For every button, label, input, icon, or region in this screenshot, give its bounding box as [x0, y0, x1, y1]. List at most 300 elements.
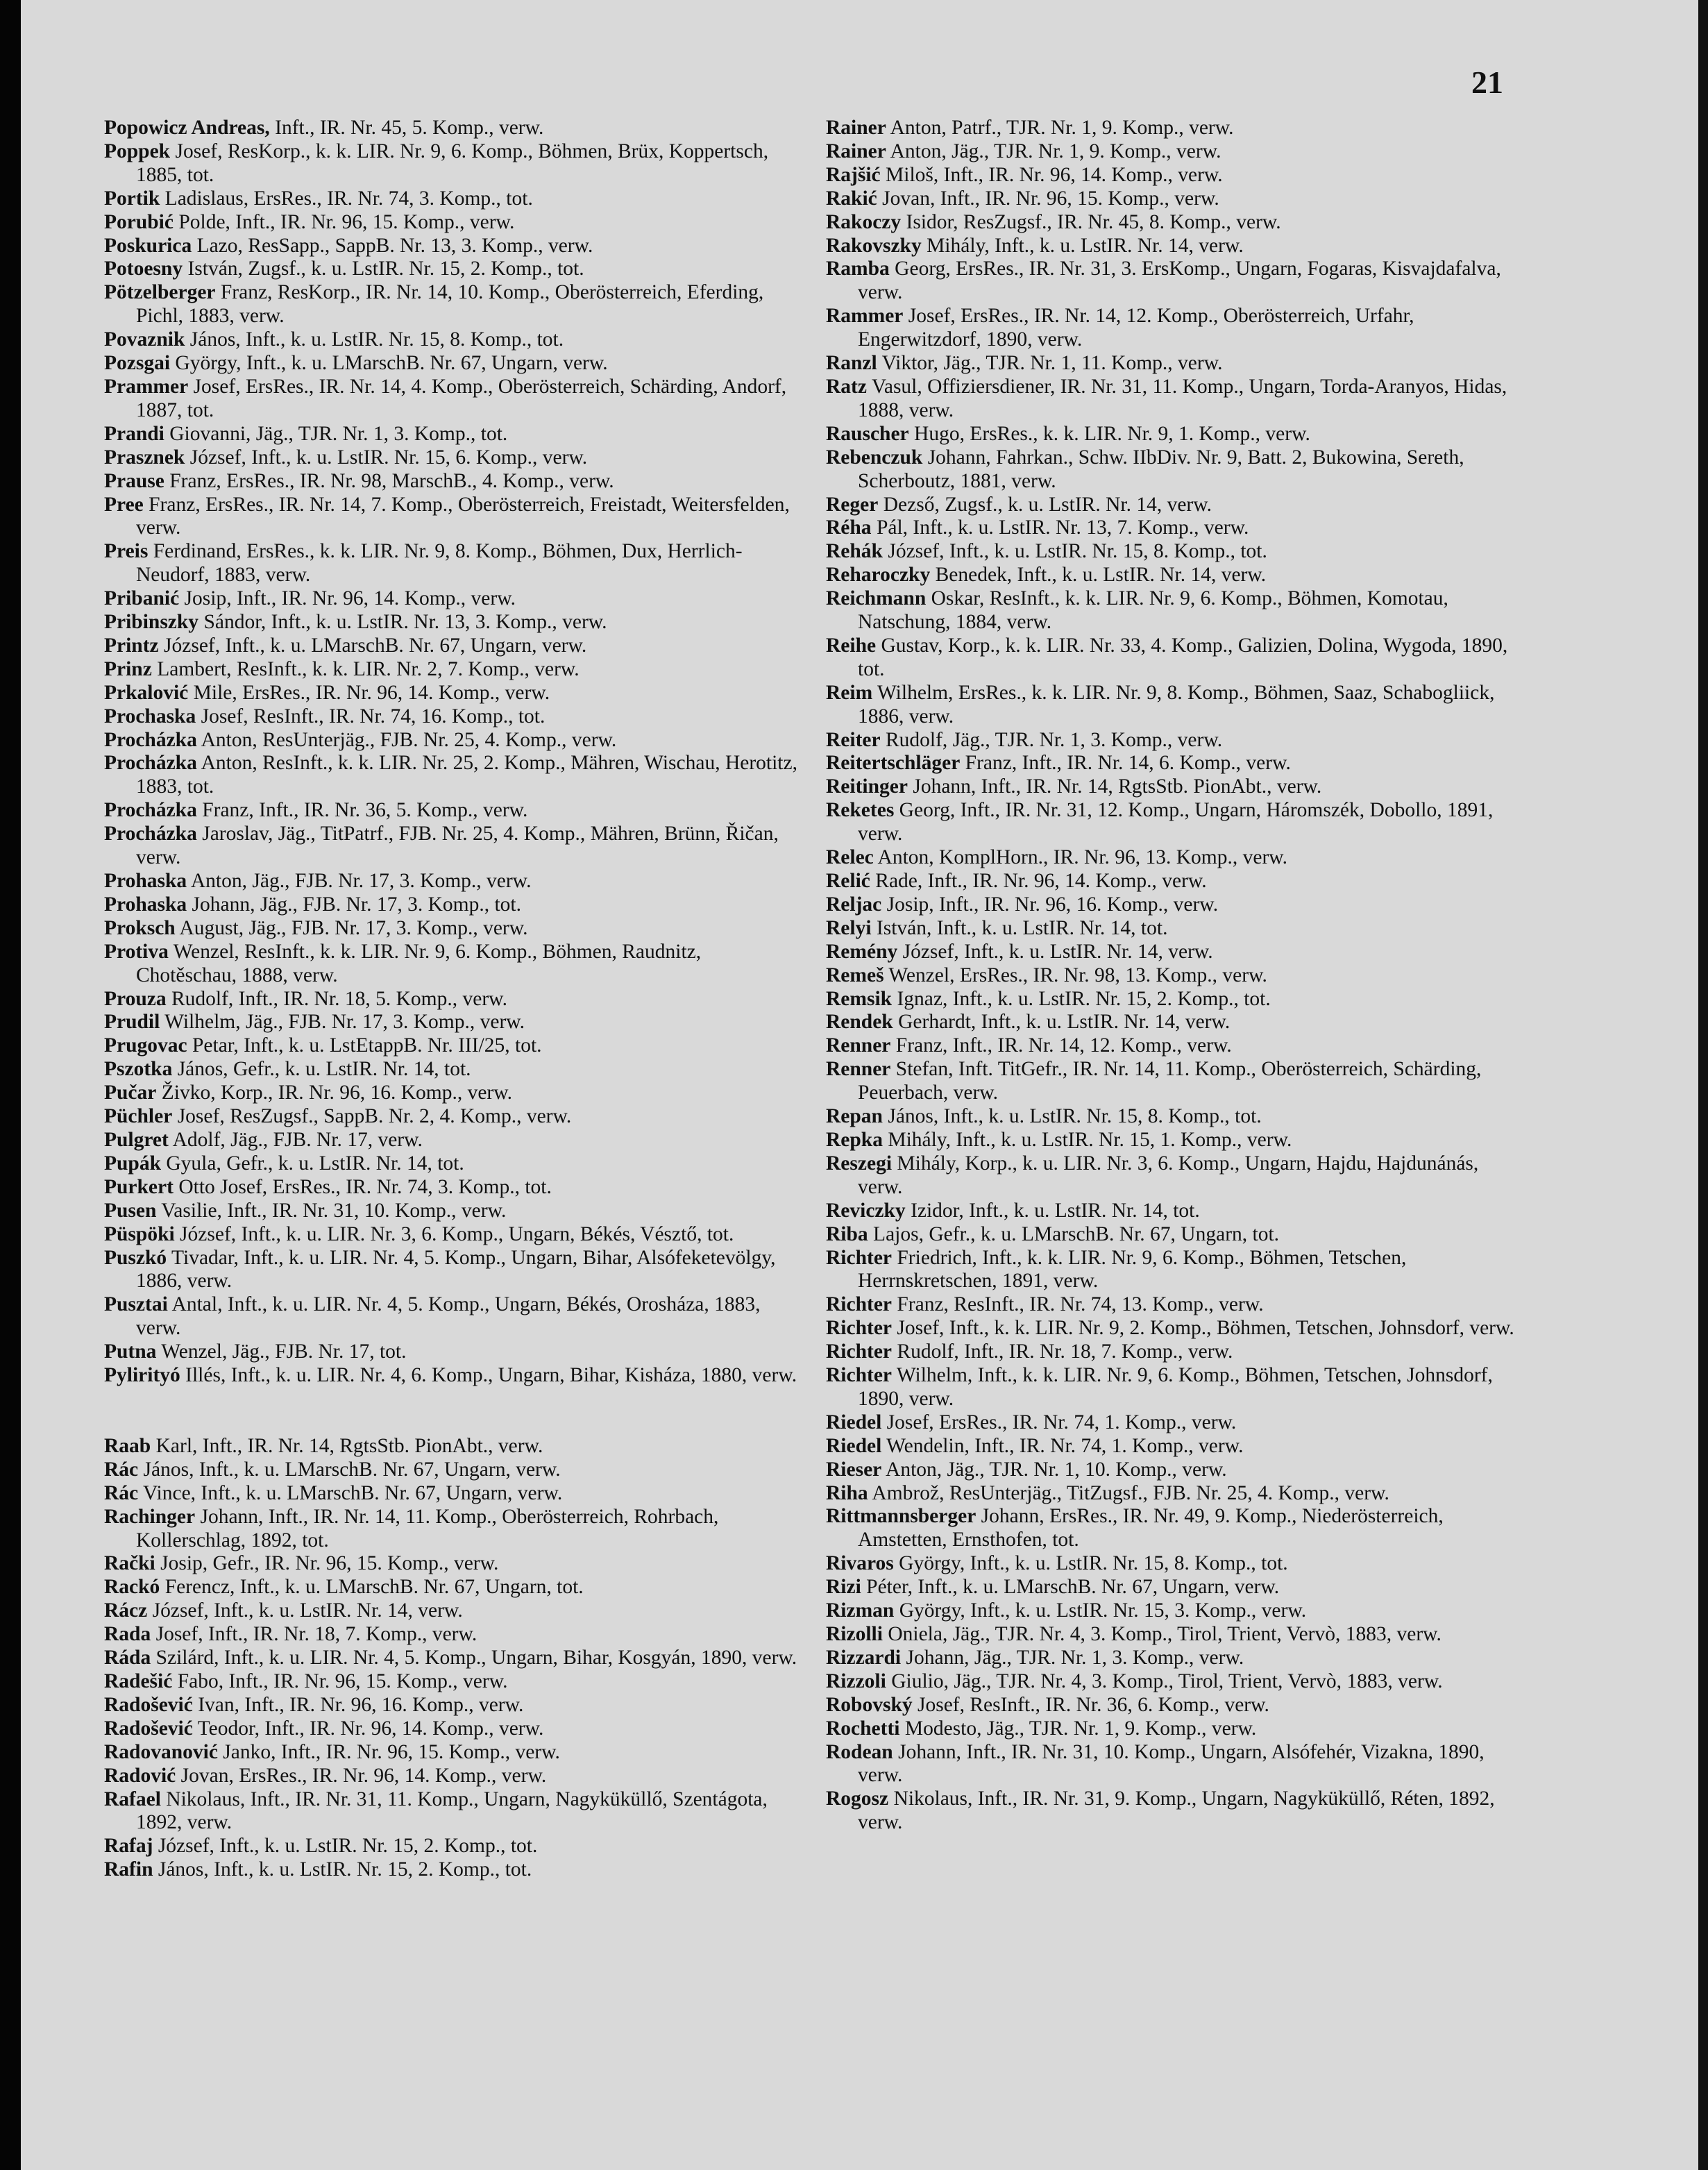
casualty-entry: [104, 1247, 805, 1294]
casualty-entry: [826, 1458, 1520, 1482]
entry-details: Nikolaus, Inft., IR. Nr. 31, 11. Komp., Ungarn, Nagyküküllő, Szentágota, 1892, verw.: [136, 1788, 768, 1834]
casualty-entry: [826, 1670, 1520, 1694]
entry-surname: Pree: [104, 493, 144, 516]
entry-surname: Rizolli: [826, 1623, 883, 1645]
entry-surname: Proksch: [104, 916, 176, 939]
scan-right-border: [1698, 0, 1708, 2170]
casualty-entry: [826, 164, 1520, 187]
entry-surname: Richter: [826, 1246, 893, 1269]
entry-details: Péter, Inft., k. u. LMarschB. Nr. 67, Ungarn, verw.: [861, 1576, 1280, 1599]
entry-details: Georg, ErsRes., IR. Nr. 31, 3. ErsKomp., Ungarn, Fogaras, Kisvajdafalva, verw.: [858, 258, 1501, 304]
casualty-entry: [826, 1435, 1520, 1458]
entry-surname: Richter: [826, 1317, 893, 1340]
entry-surname: Reitinger: [826, 775, 908, 798]
entry-surname: Rodean: [826, 1740, 893, 1763]
entry-details: Franz, Inft., IR. Nr. 14, 6. Komp., verw.: [960, 752, 1291, 775]
entry-surname: Pylirityó: [104, 1364, 180, 1387]
entry-details: Josip, Inft., IR. Nr. 96, 14. Komp., verw.: [179, 587, 516, 610]
entry-surname: Procházka: [104, 728, 197, 751]
entry-surname: Rochetti: [826, 1717, 900, 1740]
entry-surname: Remsik: [826, 987, 893, 1010]
casualty-entry: [826, 1552, 1520, 1576]
entry-details: Wilhelm, Inft., k. k. LIR. Nr. 9, 6. Komp., Böhmen, Tetschen, Johnsdorf, 1890, verw.: [858, 1364, 1493, 1410]
entry-details: Inft., IR. Nr. 45, 5. Komp., verw.: [269, 117, 544, 139]
entry-surname: Ranzl: [826, 352, 877, 375]
entry-details: Teodor, Inft., IR. Nr. 96, 14. Komp., verw.: [192, 1717, 544, 1740]
entry-details: Polde, Inft., IR. Nr. 96, 15. Komp., verw.: [173, 210, 515, 233]
entry-details: Giulio, Jäg., TJR. Nr. 4, 3. Komp., Tirol, Trient, Vervò, 1883, verw.: [886, 1669, 1443, 1692]
casualty-entry: [104, 1129, 805, 1152]
casualty-entry: [104, 752, 805, 799]
casualty-entry: [104, 1741, 805, 1765]
casualty-entry: [104, 1552, 805, 1576]
entry-surname: Richter: [826, 1364, 893, 1387]
entry-details: Isidor, ResZugsf., IR. Nr. 45, 8. Komp., verw.: [901, 210, 1281, 233]
entry-details: Jovan, ErsRes., IR. Nr. 96, 14. Komp., verw.: [176, 1764, 547, 1787]
casualty-entry: [104, 1788, 805, 1835]
entry-details: Lambert, ResInft., k. k. LIR. Nr. 2, 7. Komp., verw.: [151, 657, 580, 680]
entry-surname: Riba: [826, 1222, 868, 1245]
entry-details: Vince, Inft., k. u. LMarschB. Nr. 67, Ungarn, verw.: [138, 1481, 563, 1504]
entry-surname: Repka: [826, 1128, 883, 1151]
entry-details: József, Inft., k. u. LstIR. Nr. 14, verw.: [897, 940, 1213, 963]
entry-details: Franz, ResInft., IR. Nr. 74, 13. Komp., verw.: [892, 1293, 1264, 1316]
casualty-entry: [104, 1034, 805, 1058]
entry-details: Franz, Inft., IR. Nr. 36, 5. Komp., verw.: [196, 799, 528, 822]
casualty-entry: [826, 564, 1520, 587]
casualty-entry: [826, 117, 1520, 140]
entry-surname: Rafaj: [104, 1835, 153, 1858]
casualty-entry: [826, 1788, 1520, 1835]
entry-surname: Printz: [104, 634, 159, 657]
casualty-entry: [104, 328, 805, 352]
entry-surname: Ramba: [826, 258, 890, 280]
entry-surname: Rizman: [826, 1599, 895, 1622]
entry-surname: Pupák: [104, 1152, 161, 1175]
entry-details: Lazo, ResSapp., SappB. Nr. 13, 3. Komp., verw.: [192, 234, 593, 257]
casualty-entry: [826, 1482, 1520, 1506]
casualty-entry: [104, 1647, 805, 1670]
casualty-entry: [826, 305, 1520, 352]
entry-details: Jovan, Inft., IR. Nr. 96, 15. Komp., verw.: [877, 187, 1219, 210]
entry-details: Ambrož, ResUnterjäg., TitZugsf., FJB. Nr. 25, 4. Komp., verw.: [868, 1481, 1389, 1504]
casualty-entry: [826, 1058, 1520, 1105]
casualty-entry: [104, 1223, 805, 1247]
entry-surname: Pozsgai: [104, 352, 171, 375]
entry-surname: Ráda: [104, 1647, 151, 1669]
casualty-entry: [826, 446, 1520, 494]
entry-surname: Rebenczuk: [826, 446, 923, 469]
casualty-entry: [826, 988, 1520, 1011]
casualty-entry: [826, 187, 1520, 211]
entry-details: Rudolf, Inft., IR. Nr. 18, 5. Komp., verw.: [166, 987, 507, 1010]
entry-surname: Protiva: [104, 940, 169, 963]
entry-surname: Reiter: [826, 728, 881, 751]
entry-details: Gyula, Gefr., k. u. LstIR. Nr. 14, tot.: [161, 1152, 464, 1175]
entry-details: Gustav, Korp., k. k. LIR. Nr. 33, 4. Komp., Galizien, Dolina, Wygoda, 1890, tot.: [858, 634, 1508, 680]
entry-details: Szilárd, Inft., k. u. LIR. Nr. 4, 5. Komp., Ungarn, Bihar, Kosgyán, 1890, verw.: [151, 1647, 797, 1669]
entry-details: Josef, ResInft., IR. Nr. 36, 6. Komp., verw.: [912, 1693, 1269, 1716]
entry-details: Lajos, Gefr., k. u. LMarschB. Nr. 67, Ungarn, tot.: [868, 1222, 1280, 1245]
entry-details: József, Inft., k. u. LMarschB. Nr. 67, Ungarn, verw.: [158, 634, 587, 657]
casualty-entry: [826, 1576, 1520, 1599]
casualty-entry: [104, 870, 805, 893]
casualty-entry: [826, 516, 1520, 540]
entry-surname: Rivaros: [826, 1552, 894, 1575]
entry-surname: Reketes: [826, 799, 895, 822]
entry-details: Nikolaus, Inft., IR. Nr. 31, 9. Komp., Ungarn, Nagyküküllő, Réten, 1892, verw.: [858, 1788, 1495, 1834]
entry-details: Ignaz, Inft., k. u. LstIR. Nr. 15, 2. Komp., tot.: [892, 987, 1271, 1010]
entry-details: Mihály, Inft., k. u. LstIR. Nr. 15, 1. Komp., verw.: [882, 1128, 1292, 1151]
entry-details: Gerhardt, Inft., k. u. LstIR. Nr. 14, verw.: [893, 1011, 1231, 1034]
entry-surname: Prause: [104, 469, 164, 492]
entry-details: Anton, Jäg., FJB. Nr. 17, 3. Komp., verw.: [187, 870, 532, 892]
entry-details: Rudolf, Jäg., TJR. Nr. 1, 3. Komp., verw.: [880, 728, 1223, 751]
entry-details: József, Inft., k. u. LIR. Nr. 3, 6. Komp., Ungarn, Békés, Vésztő, tot.: [174, 1222, 734, 1245]
entry-details: Anton, ResInft., k. k. LIR. Nr. 25, 2. Komp., Mähren, Wischau, Herotitz, 1883, tot.: [136, 752, 797, 798]
casualty-entry: [826, 1105, 1520, 1129]
casualty-entry: [826, 140, 1520, 164]
entry-details: Giovanni, Jäg., TJR. Nr. 1, 3. Komp., tot.: [164, 422, 508, 445]
casualty-entry: [104, 1176, 805, 1200]
entry-surname: Reim: [826, 681, 873, 704]
casualty-entry: [826, 258, 1520, 305]
entry-details: Mile, ErsRes., IR. Nr. 96, 14. Komp., verw.: [188, 681, 550, 704]
entry-details: Mihály, Korp., k. u. LIR. Nr. 3, 6. Komp., Ungarn, Hajdu, Hajdunánás, verw.: [858, 1152, 1479, 1198]
casualty-entry: [826, 775, 1520, 799]
entry-surname: Prochaska: [104, 705, 196, 727]
casualty-entry: [104, 1835, 805, 1858]
casualty-entry: [104, 634, 805, 658]
entry-details: György, Inft., k. u. LstIR. Nr. 15, 3. Komp., verw.: [894, 1599, 1307, 1622]
casualty-entry: [826, 587, 1520, 634]
entry-details: Dezső, Zugsf., k. u. LstIR. Nr. 14, verw.: [878, 493, 1212, 516]
entry-details: Johann, Inft., IR. Nr. 31, 10. Komp., Ungarn, Alsófehér, Vizakna, 1890, verw.: [858, 1740, 1485, 1787]
entry-surname: Renner: [826, 1058, 891, 1081]
casualty-entry: [826, 376, 1520, 423]
casualty-entry: [826, 964, 1520, 988]
entry-surname: Prudil: [104, 1011, 160, 1034]
casualty-entry: [104, 446, 805, 470]
entry-surname: Riedel: [826, 1411, 882, 1433]
page-number: 21: [1471, 65, 1503, 100]
entry-surname: Porubić: [104, 210, 174, 233]
entry-surname: Rafael: [104, 1788, 161, 1810]
casualty-entry: [826, 235, 1520, 258]
entry-details: Karl, Inft., IR. Nr. 14, RgtsStb. PionAbt., verw.: [151, 1434, 543, 1457]
casualty-entry: [104, 1717, 805, 1741]
entry-details: Modesto, Jäg., TJR. Nr. 1, 9. Komp., verw.: [899, 1717, 1257, 1740]
entry-details: Benedek, Inft., k. u. LstIR. Nr. 14, verw.: [930, 564, 1267, 587]
entry-details: Franz, ResKorp., IR. Nr. 14, 10. Komp., Oberösterreich, Eferding, Pichl, 1883, verw.: [136, 281, 764, 328]
casualty-entry: [826, 941, 1520, 964]
casualty-entry: [826, 540, 1520, 564]
casualty-entry: [826, 352, 1520, 376]
casualty-entry: [104, 823, 805, 870]
entry-surname: Prkalović: [104, 681, 189, 704]
entry-details: Ferencz, Inft., k. u. LMarschB. Nr. 67, Ungarn, tot.: [160, 1576, 584, 1599]
entry-surname: Rácz: [104, 1599, 148, 1622]
casualty-entry: [104, 187, 805, 211]
entry-surname: Purkert: [104, 1175, 174, 1198]
entry-details: Johann, Inft., IR. Nr. 14, RgtsStb. PionAbt., verw.: [907, 775, 1322, 798]
casualty-entry: [826, 1223, 1520, 1247]
entry-surname: Pulgret: [104, 1128, 169, 1151]
entry-details: Pál, Inft., k. u. LstIR. Nr. 13, 7. Komp., verw.: [871, 516, 1249, 539]
entry-details: Viktor, Jäg., TJR. Nr. 1, 11. Komp., verw.: [877, 352, 1223, 375]
left-column: [104, 117, 805, 1882]
entry-surname: Prouza: [104, 987, 167, 1010]
casualty-entry: [826, 1340, 1520, 1364]
entry-surname: Rakić: [826, 187, 877, 210]
entry-surname: Rajšić: [826, 163, 881, 186]
casualty-entry: [826, 1152, 1520, 1200]
entry-details: István, Inft., k. u. LstIR. Nr. 14, tot.: [871, 916, 1168, 939]
entry-details: August, Jäg., FJB. Nr. 17, 3. Komp., verw.: [175, 916, 528, 939]
entry-details: Johann, Inft., IR. Nr. 14, 11. Komp., Oberösterreich, Rohrbach, Kollerschlag, 1892, tot.: [136, 1505, 719, 1551]
entry-details: Josip, Inft., IR. Nr. 96, 16. Komp., verw.: [881, 893, 1219, 916]
entry-surname: Pučar: [104, 1082, 157, 1104]
entry-details: Janko, Inft., IR. Nr. 96, 15. Komp., verw.: [217, 1740, 560, 1763]
scan-left-border: [0, 0, 21, 2170]
entry-details: Vasul, Offiziersdiener, IR. Nr. 31, 11. Komp., Ungarn, Torda-Aranyos, Hidas, 1888, verw.: [858, 375, 1507, 421]
entry-surname: Radošević: [104, 1693, 193, 1716]
entry-surname: Rada: [104, 1623, 151, 1646]
entry-details: Josef, ErsRes., IR. Nr. 14, 4. Komp., Oberösterreich, Schärding, Andorf, 1887, tot.: [136, 375, 787, 421]
entry-surname: Radešić: [104, 1670, 173, 1692]
casualty-entry: [104, 540, 805, 587]
casualty-entry: [826, 1647, 1520, 1670]
entry-details: József, Inft., k. u. LstIR. Nr. 15, 8. Komp., tot.: [882, 540, 1267, 563]
entry-surname: Rachinger: [104, 1505, 196, 1528]
entry-details: Josef, Inft., k. k. LIR. Nr. 9, 2. Komp., Böhmen, Tetschen, Johnsdorf, verw.: [892, 1317, 1514, 1340]
right-column: [826, 117, 1520, 1835]
casualty-entry: [826, 1293, 1520, 1317]
entry-details: János, Gefr., k. u. LstIR. Nr. 14, tot.: [172, 1058, 471, 1081]
entry-details: Friedrich, Inft., k. k. LIR. Nr. 9, 6. Komp., Böhmen, Tetschen, Herrnskretschen, 1891, verw.: [858, 1246, 1407, 1293]
casualty-entry: [104, 682, 805, 705]
entry-details: Anton, Patrf., TJR. Nr. 1, 9. Komp., verw.: [886, 117, 1234, 139]
entry-surname: Püspöki: [104, 1222, 175, 1245]
entry-surname: Prammer: [104, 375, 189, 398]
entry-details: János, Inft., k. u. LstIR. Nr. 15, 2. Komp., tot.: [153, 1858, 532, 1881]
casualty-entry: [826, 1599, 1520, 1623]
entry-details: József, Inft., k. u. LstIR. Nr. 14, verw.: [147, 1599, 463, 1622]
casualty-entry: [104, 494, 805, 541]
casualty-entry: [826, 752, 1520, 775]
entry-details: Anton, KomplHorn., IR. Nr. 96, 13. Komp., verw.: [873, 846, 1288, 869]
entry-details: Ladislaus, ErsRes., IR. Nr. 74, 3. Komp., tot.: [160, 187, 533, 210]
entry-surname: Rakovszky: [826, 234, 922, 257]
casualty-entry: [104, 258, 805, 281]
entry-surname: Rački: [104, 1552, 155, 1575]
casualty-entry: [104, 235, 805, 258]
entry-surname: Radošević: [104, 1717, 193, 1740]
casualty-entry: [826, 893, 1520, 917]
casualty-entry: [104, 1506, 805, 1553]
entry-details: Miloš, Inft., IR. Nr. 96, 14. Komp., verw.: [880, 163, 1223, 186]
entry-surname: Rác: [104, 1458, 139, 1481]
casualty-entry: [104, 1200, 805, 1223]
entry-surname: Reszegi: [826, 1152, 893, 1175]
entry-details: Petar, Inft., k. u. LstEtappB. Nr. III/25, tot.: [187, 1034, 542, 1057]
entry-surname: Prohaska: [104, 893, 187, 916]
casualty-entry: [826, 1411, 1520, 1435]
casualty-entry: [104, 587, 805, 611]
entry-details: Anton, ResUnterjäg., FJB. Nr. 25, 4. Komp., verw.: [196, 728, 617, 751]
entry-surname: Pusztai: [104, 1293, 168, 1316]
entry-details: Josef, ResZugsf., SappB. Nr. 2, 4. Komp., verw.: [172, 1105, 572, 1128]
casualty-entry: [826, 799, 1520, 846]
entry-details: Josef, ErsRes., IR. Nr. 14, 12. Komp., Oberösterreich, Urfahr, Engerwitzdorf, 1890, verw.: [858, 305, 1414, 351]
entry-surname: Rác: [104, 1481, 139, 1504]
entry-details: Rudolf, Inft., IR. Nr. 18, 7. Komp., verw.: [892, 1340, 1233, 1363]
casualty-entry: [104, 1152, 805, 1176]
entry-details: György, Inft., k. u. LstIR. Nr. 15, 8. Komp., tot.: [893, 1552, 1288, 1575]
casualty-entry: [104, 611, 805, 634]
entry-details: Josef, Inft., IR. Nr. 18, 7. Komp., verw.: [151, 1623, 477, 1646]
entry-details: Wendelin, Inft., IR. Nr. 74, 1. Komp., verw.: [881, 1434, 1244, 1457]
entry-surname: Pusen: [104, 1199, 157, 1222]
entry-details: János, Inft., k. u. LstIR. Nr. 15, 8. Komp., tot.: [882, 1105, 1262, 1128]
casualty-entry: [104, 376, 805, 423]
entry-surname: Ratz: [826, 375, 867, 398]
entry-details: György, Inft., k. u. LMarschB. Nr. 67, Ungarn, verw.: [170, 352, 608, 375]
entry-details: Fabo, Inft., IR. Nr. 96, 15. Komp., verw.: [172, 1670, 508, 1692]
casualty-entry: [826, 1741, 1520, 1788]
entry-details: Antal, Inft., k. u. LIR. Nr. 4, 5. Komp., Ungarn, Békés, Orosháza, 1883, verw.: [136, 1293, 761, 1340]
entry-surname: Robovský: [826, 1693, 913, 1716]
entry-details: Georg, Inft., IR. Nr. 31, 12. Komp., Ungarn, Háromszék, Dobollo, 1891, verw.: [858, 799, 1494, 846]
entry-surname: Rittmannsberger: [826, 1505, 976, 1528]
casualty-entry: [826, 1200, 1520, 1223]
casualty-entry: [826, 1011, 1520, 1034]
entry-surname: Püchler: [104, 1105, 173, 1128]
casualty-entry: [104, 799, 805, 823]
casualty-entry: [104, 1858, 805, 1882]
entry-surname: Prinz: [104, 657, 152, 680]
entry-surname: Puszkó: [104, 1246, 167, 1269]
casualty-entry: [104, 281, 805, 328]
casualty-entry: [104, 729, 805, 752]
casualty-entry: [104, 1364, 805, 1388]
entry-surname: Riedel: [826, 1434, 882, 1457]
entry-details: József, Inft., k. u. LstIR. Nr. 15, 6. Komp., verw.: [185, 446, 588, 469]
entry-surname: Radović: [104, 1764, 176, 1787]
entry-surname: Popowicz Andreas,: [104, 117, 270, 139]
entry-details: Johann, Jäg., TJR. Nr. 1, 3. Komp., verw.: [901, 1646, 1244, 1669]
entry-surname: Reichmann: [826, 587, 927, 610]
entry-surname: Putna: [104, 1340, 157, 1363]
entry-surname: Procházka: [104, 752, 197, 775]
entry-surname: Prasznek: [104, 446, 185, 469]
entry-details: Adolf, Jäg., FJB. Nr. 17, verw.: [168, 1128, 423, 1151]
entry-details: Johann, ErsRes., IR. Nr. 49, 9. Komp., Niederösterreich, Amstetten, Ernsthofen, tot.: [858, 1505, 1444, 1551]
section-gap: [104, 1388, 805, 1435]
entry-surname: Reihe: [826, 634, 877, 657]
entry-surname: Renner: [826, 1034, 891, 1057]
entry-details: Wenzel, ErsRes., IR. Nr. 98, 13. Komp., verw.: [883, 964, 1267, 986]
casualty-entry: [104, 941, 805, 988]
casualty-entry: [826, 1129, 1520, 1152]
entry-details: Stefan, Inft. TitGefr., IR. Nr. 14, 11. Komp., Oberösterreich, Schärding, Peuerbach, verw.: [858, 1058, 1482, 1104]
entry-surname: Rizzardi: [826, 1646, 902, 1669]
entry-surname: Reljac: [826, 893, 882, 916]
casualty-entry: [826, 1623, 1520, 1647]
entry-surname: Prandi: [104, 422, 164, 445]
entry-details: Franz, ErsRes., IR. Nr. 98, MarschB., 4. Komp., verw.: [164, 469, 614, 492]
casualty-entry: [826, 494, 1520, 517]
entry-details: Franz, Inft., IR. Nr. 14, 12. Komp., verw.: [890, 1034, 1232, 1057]
casualty-entry: [104, 140, 805, 187]
entry-details: Otto Josef, ErsRes., IR. Nr. 74, 3. Komp., tot.: [173, 1175, 552, 1198]
entry-details: Josef, ErsRes., IR. Nr. 74, 1. Komp., verw.: [881, 1411, 1237, 1433]
casualty-entry: [826, 1247, 1520, 1294]
entry-surname: Preis: [104, 540, 149, 563]
casualty-entry: [104, 1458, 805, 1482]
entry-surname: Riha: [826, 1481, 868, 1504]
entry-details: Vasilie, Inft., IR. Nr. 31, 10. Komp., verw.: [156, 1199, 507, 1222]
casualty-entry: [826, 729, 1520, 752]
entry-details: Izidor, Inft., k. u. LstIR. Nr. 14, tot.: [905, 1199, 1200, 1222]
casualty-entry: [104, 423, 805, 446]
entry-surname: Pribanić: [104, 587, 180, 610]
casualty-entry: [104, 352, 805, 376]
entry-details: Rade, Inft., IR. Nr. 96, 14. Komp., verw.: [870, 870, 1207, 892]
casualty-entry: [104, 1482, 805, 1506]
entry-details: Franz, ErsRes., IR. Nr. 14, 7. Komp., Oberösterreich, Freistadt, Weitersfelden, verw.: [136, 493, 790, 539]
entry-surname: Reitertschläger: [826, 752, 961, 775]
casualty-entry: [826, 1364, 1520, 1411]
casualty-entry: [826, 1694, 1520, 1717]
entry-surname: Relec: [826, 846, 874, 869]
casualty-entry: [826, 682, 1520, 729]
casualty-entry: [826, 1317, 1520, 1340]
entry-surname: Rafin: [104, 1858, 153, 1881]
casualty-entry: [104, 1435, 805, 1458]
casualty-entry: [104, 1599, 805, 1623]
entry-details: Josip, Gefr., IR. Nr. 96, 15. Komp., verw.: [155, 1552, 499, 1575]
entry-surname: Procházka: [104, 799, 197, 822]
entry-details: Anton, Jäg., TJR. Nr. 1, 9. Komp., verw.: [886, 140, 1221, 162]
casualty-entry: [104, 1576, 805, 1599]
casualty-entry: [104, 1340, 805, 1364]
casualty-entry: [826, 634, 1520, 682]
entry-surname: Procházka: [104, 823, 197, 846]
casualty-entry: [826, 870, 1520, 893]
casualty-entry: [104, 917, 805, 941]
entry-details: János, Inft., k. u. LMarschB. Nr. 67, Ungarn, verw.: [138, 1458, 561, 1481]
casualty-entry: [826, 211, 1520, 235]
entry-surname: Rammer: [826, 305, 904, 328]
entry-details: Živko, Korp., IR. Nr. 96, 16. Komp., verw.: [156, 1082, 513, 1104]
entry-details: Wenzel, ResInft., k. k. LIR. Nr. 9, 6. Komp., Böhmen, Raudnitz, Chotěschau, 1888, verw.: [136, 940, 702, 986]
entry-surname: Reviczky: [826, 1199, 906, 1222]
casualty-entry: [104, 1694, 805, 1717]
casualty-entry: [104, 211, 805, 235]
entry-details: Jaroslav, Jäg., TitPatrf., FJB. Nr. 25, 4. Komp., Mähren, Brünn, Řičan, verw.: [136, 823, 779, 869]
entry-surname: Prugovac: [104, 1034, 187, 1057]
casualty-entry: [104, 1765, 805, 1788]
entry-surname: Rackó: [104, 1576, 160, 1599]
casualty-entry: [826, 1034, 1520, 1058]
entry-surname: Poskurica: [104, 234, 192, 257]
casualty-entry: [104, 1105, 805, 1129]
entry-details: Ferdinand, ErsRes., k. k. LIR. Nr. 9, 8. Komp., Böhmen, Dux, Herrlich-Neudorf, 1883, verw.: [136, 540, 743, 587]
entry-surname: Pszotka: [104, 1058, 173, 1081]
casualty-entry: [104, 705, 805, 729]
entry-surname: Richter: [826, 1293, 893, 1316]
